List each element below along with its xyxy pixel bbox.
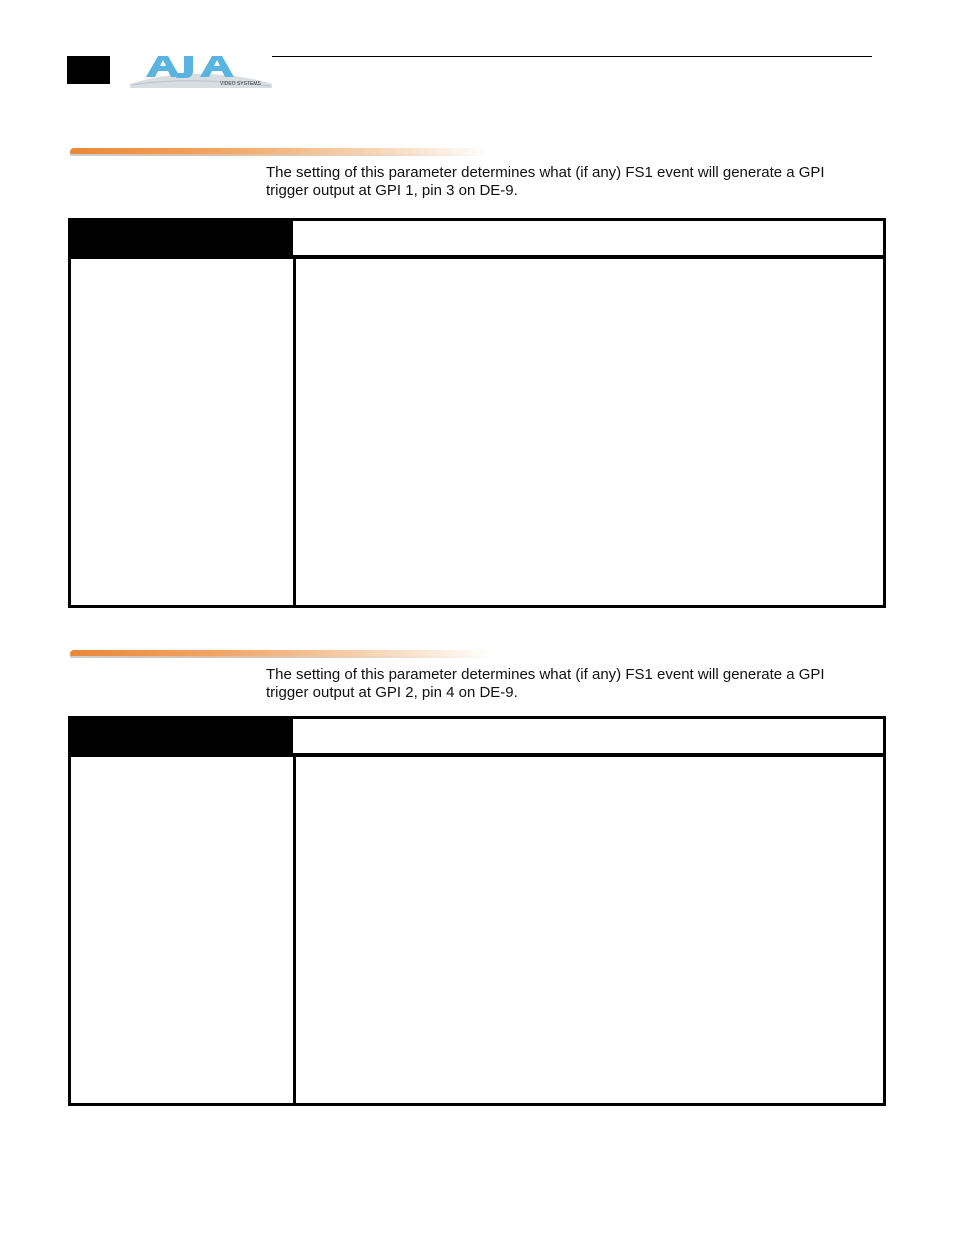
table-header-dark-cell <box>71 719 293 753</box>
table-body-row <box>68 256 886 608</box>
table-header-row <box>68 716 886 756</box>
header-rule <box>272 56 872 57</box>
section-divider-bar <box>70 148 490 156</box>
table-header-dark-cell <box>71 221 293 255</box>
logo-subtext: VIDEO SYSTEMS <box>220 81 261 87</box>
aja-logo <box>128 52 274 90</box>
section-description: The setting of this parameter determines what (if any) FS1 event will generate a GPI trigger output at GPI 1, pin 3 on DE-9. <box>266 164 825 199</box>
page-number-box <box>67 56 110 84</box>
table-body-row <box>68 754 886 1106</box>
table-column-divider <box>293 757 296 1103</box>
section-divider-bar <box>70 650 490 658</box>
section-description: The setting of this parameter determines what (if any) FS1 event will generate a GPI trigger output at GPI 2, pin 4 on DE-9. <box>266 666 825 701</box>
table-header-row <box>68 218 886 258</box>
table-column-divider <box>293 259 296 605</box>
